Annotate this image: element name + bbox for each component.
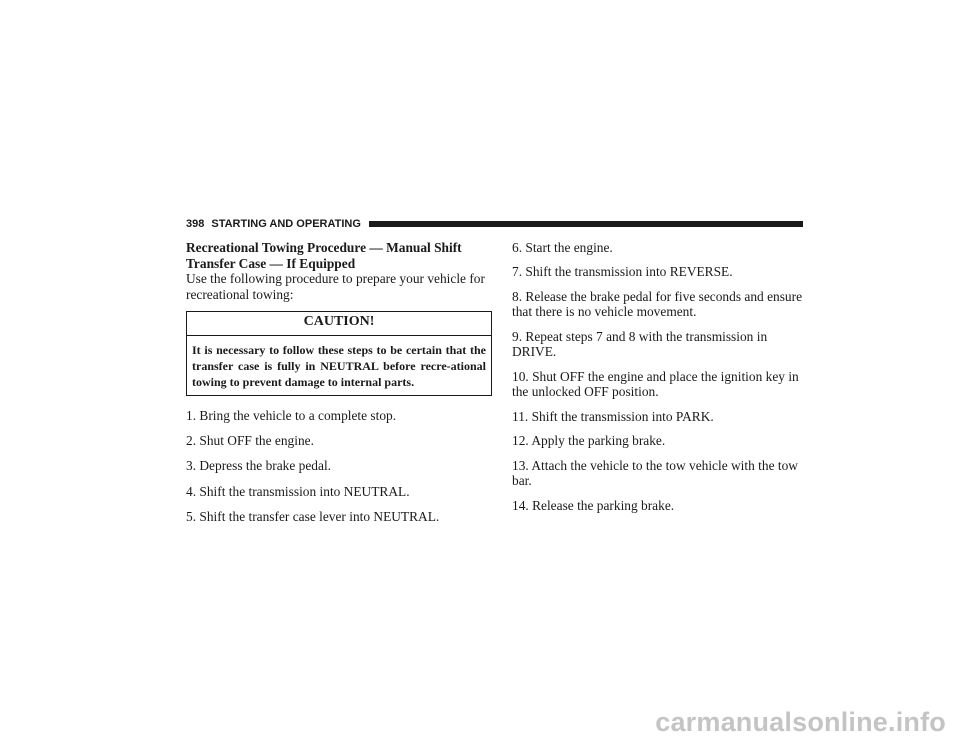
step-item: 10. Shut OFF the engine and place the ignition key in the unlocked OFF position. [512, 368, 799, 400]
step-item: 13. Attach the vehicle to the tow vehicle with the tow bar. [512, 457, 798, 489]
page-header [186, 216, 803, 232]
steps-list-left [186, 408, 492, 524]
step-item: 7. Shift the transmission into REVERSE. [512, 264, 733, 280]
step-item: 6. Start the engine. [512, 240, 613, 255]
step-item: 14. Release the parking brake. [512, 497, 675, 513]
watermark: carmanualsonline.info [655, 707, 946, 737]
step-item: 4. Shift the transmission into NEUTRAL. [186, 483, 410, 499]
left-column [186, 240, 492, 534]
steps-list-right [512, 240, 803, 513]
caution-title: CAUTION! [187, 312, 491, 336]
intro-paragraph: Use the following procedure to prepare your vehicle for recreational towing: [186, 271, 485, 302]
step-item: 1. Bring the vehicle to a complete stop. [186, 407, 397, 423]
step-item: 12. Apply the parking brake. [512, 433, 666, 449]
step-item: 8. Release the brake pedal for five seconds and ensure that there is no vehicle movement. [512, 288, 803, 320]
step-item: 3. Depress the brake pedal. [186, 458, 332, 474]
procedure-heading-line1: Recreational Towing Procedure — Manual Shift [186, 240, 462, 255]
page-number: 398 [186, 218, 205, 230]
section-title: STARTING AND OPERATING [211, 218, 361, 230]
caution-box [186, 311, 492, 396]
right-column [512, 240, 803, 522]
step-item: 2. Shut OFF the engine. [186, 433, 314, 449]
procedure-heading-line2: Transfer Case — If Equipped [186, 255, 356, 271]
caution-body: It is necessary to follow these steps to be certain that the transfer case is fully in NEUTRAL before recre-ational towing to prevent damage to internal parts. [192, 342, 486, 389]
step-item: 11. Shift the transmission into PARK. [512, 408, 714, 424]
step-item: 5. Shift the transfer case lever into NEUTRAL. [186, 508, 440, 524]
header-rule [369, 221, 803, 227]
step-item: 9. Repeat steps 7 and 8 with the transmission in DRIVE. [512, 328, 768, 360]
